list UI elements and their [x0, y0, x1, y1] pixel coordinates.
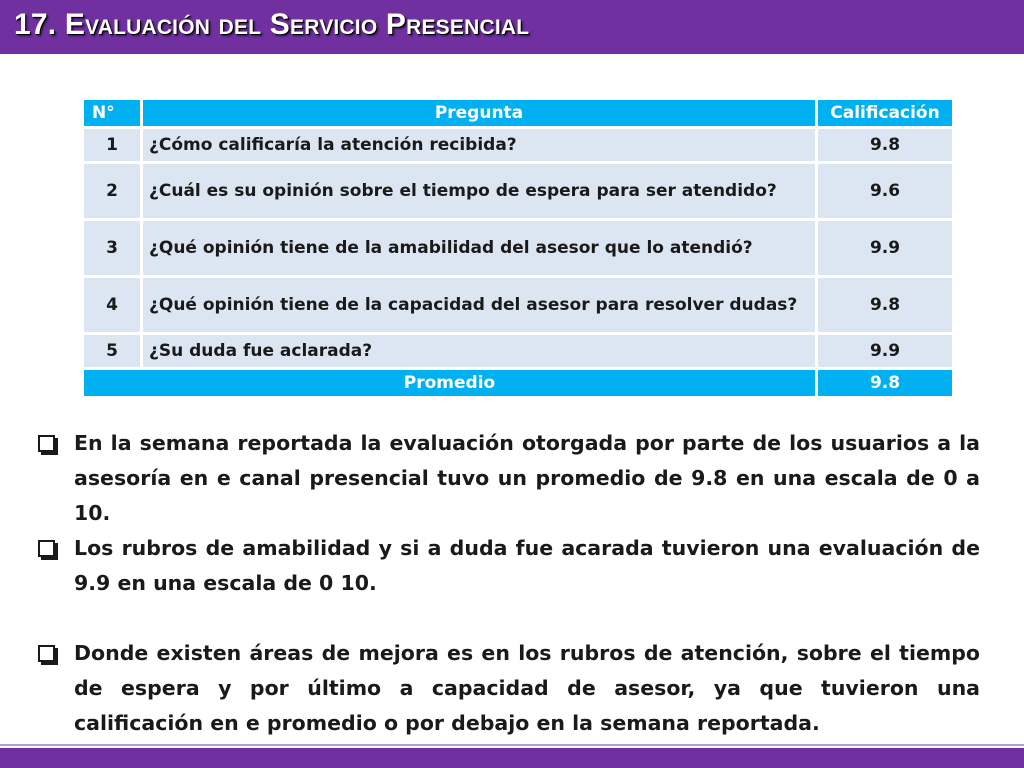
list-item	[36, 426, 980, 531]
list-item	[36, 531, 980, 601]
row-question: ¿Cómo calificaría la atención recibida?	[143, 129, 815, 161]
row-question: ¿Cuál es su opinión sobre el tiempo de espera para ser atendido?	[143, 164, 815, 218]
row-number: 3	[84, 221, 140, 275]
row-number: 4	[84, 278, 140, 332]
row-score: 9.9	[818, 221, 952, 275]
table-header-row	[84, 100, 952, 126]
row-question: ¿Qué opinión tiene de la amabilidad del asesor que lo atendió?	[143, 221, 815, 275]
title-bar	[0, 0, 1024, 54]
row-number: 1	[84, 129, 140, 161]
column-header-number: N°	[84, 100, 140, 126]
row-score: 9.8	[818, 129, 952, 161]
list-item-text: Donde existen áreas de mejora es en los rubros de atención, sobre el tiempo de espera y por último a capacidad de asesor, ya que tuvieron una calificación en e promedio o por debajo en la semana reportada.	[74, 641, 980, 735]
findings-list	[36, 426, 980, 741]
row-question: ¿Su duda fue aclarada?	[143, 335, 815, 367]
row-number: 5	[84, 335, 140, 367]
list-item-text: En la semana reportada la evaluación otorgada por parte de los usuarios a la asesoría en e canal presencial tuvo un promedio de 9.8 en una escala de 0 a 10.	[74, 431, 980, 525]
page-title: 17. Evaluación del Servicio Presencial	[14, 8, 530, 41]
list-item	[36, 636, 980, 741]
checkbox-bullet-icon	[38, 540, 55, 557]
row-score: 9.8	[818, 278, 952, 332]
row-question: ¿Qué opinión tiene de la capacidad del asesor para resolver dudas?	[143, 278, 815, 332]
checkbox-bullet-icon	[38, 645, 55, 662]
table-row	[84, 129, 952, 161]
table-row	[84, 335, 952, 367]
footer-accent-line	[0, 744, 1024, 746]
average-label: Promedio	[84, 370, 815, 396]
evaluation-table	[81, 97, 955, 399]
table-row	[84, 278, 952, 332]
column-header-score: Calificación	[818, 100, 952, 126]
average-row	[84, 370, 952, 396]
footer-bar	[0, 748, 1024, 768]
row-score: 9.6	[818, 164, 952, 218]
row-number: 2	[84, 164, 140, 218]
table-row	[84, 164, 952, 218]
column-header-question: Pregunta	[143, 100, 815, 126]
list-item-text: Los rubros de amabilidad y si a duda fue acarada tuvieron una evaluación de 9.9 en una escala de 0 10.	[74, 536, 980, 595]
checkbox-bullet-icon	[38, 435, 55, 452]
table-row	[84, 221, 952, 275]
average-score: 9.8	[818, 370, 952, 396]
row-score: 9.9	[818, 335, 952, 367]
